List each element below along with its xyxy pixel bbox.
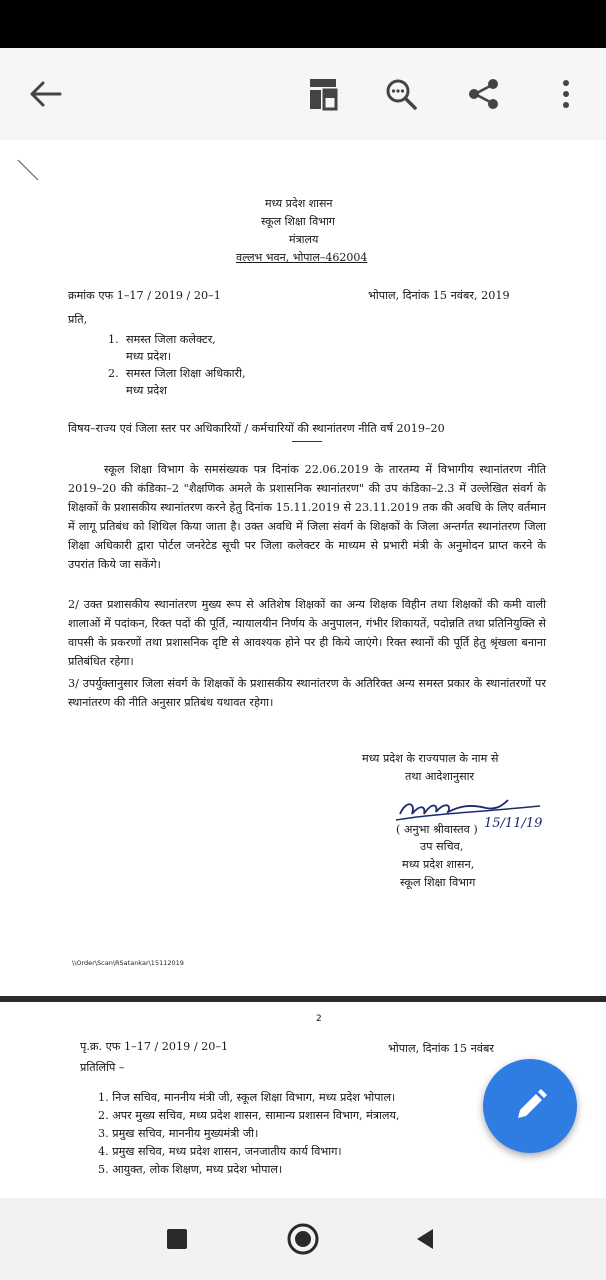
back-nav-button[interactable] — [395, 1198, 455, 1280]
app-bar — [0, 48, 606, 140]
edit-fab-button[interactable] — [483, 1059, 577, 1153]
recents-button[interactable] — [147, 1198, 207, 1280]
signatory-designation-3: स्कूल शिक्षा विभाग — [400, 876, 476, 889]
zoom-search-button[interactable] — [373, 48, 429, 140]
paragraph-3: 3/ उपर्युक्तानुसार जिला संवर्ग के शिक्षकों के प्रशासकीय स्थानांतरण के अतिरिक्त अन्य समस्त प्रकार के स्थानांतरणों पर स्थानांतरण की नीति अनुसार प्रतिबंध यथावत रहेगा। — [68, 677, 546, 709]
subject-line: विषय–राज्य एवं जिला स्तर पर अधिकारियों / कर्मचारियों की स्थानांतरण नीति वर्ष 2019–20 — [68, 422, 445, 435]
copy-date: भोपाल, दिनांक 15 नवंबर — [388, 1042, 494, 1055]
paragraph-2: 2/ उक्त प्रशासकीय स्थानांतरण मुख्य रूप से अतिशेष शिक्षकों का अन्य शिक्षक विहीन तथा शिक्षकों की कमी वाली शालाओं में पदांकन, रिक्त पदों की पूर्ति, न्यायालयीन निर्णय के अनुपालन, गंभीर शिकायतें, पदोन्नति तथा प्रतिनियुक्ति से वापसी के प्रकरणों तथा प्रशासनिक दृष्टि से आवश्यक होने पर ही किये जाएंगे। रिक्त स्थानों की पूर्ति हेतु श्रृंखला बनाना प्रतिबंधित रहेगा। — [68, 598, 546, 668]
home-button[interactable] — [273, 1198, 333, 1280]
more-vertical-icon — [561, 79, 571, 109]
copy-reference-number: पृ.क्र. एफ 1–17 / 2019 / 20–1 — [80, 1040, 229, 1053]
governor-line-1: मध्य प्रदेश के राज्यपाल के नाम से — [362, 752, 499, 765]
copy-item-4: 4. प्रमुख सचिव, मध्य प्रदेश शासन, जनजातीय कार्य विभाग। — [98, 1145, 342, 1158]
pencil-edit-icon — [510, 1086, 550, 1126]
subject-underline — [292, 441, 322, 442]
zoom-search-icon — [384, 77, 418, 111]
handwritten-date: 15/11/19 — [484, 816, 543, 831]
page-layout-icon — [308, 77, 338, 111]
more-options-button[interactable] — [538, 48, 594, 140]
signatory-name: ( अनुभा श्रीवास्तव ) — [396, 823, 478, 836]
letter-date: भोपाल, दिनांक 15 नवंबर, 2019 — [368, 289, 510, 302]
copy-label: प्रतिलिपि – — [80, 1061, 125, 1074]
recipient-2-line-2: मध्य प्रदेश — [126, 384, 167, 397]
signatory-designation-1: उप सचिव, — [420, 840, 464, 853]
document-page-1 — [0, 140, 606, 1000]
header-line-1: मध्य प्रदेश शासन — [265, 197, 333, 210]
back-button[interactable] — [18, 48, 74, 140]
copy-item-3: 3. प्रमुख सचिव, माननीय मुख्यमंत्री जी। — [98, 1127, 259, 1140]
copy-item-5: 5. आयुक्त, लोक शिक्षण, मध्य प्रदेश भोपाल। — [98, 1163, 283, 1176]
reference-number: क्रमांक एफ 1–17 / 2019 / 20–1 — [68, 289, 221, 302]
signatory-designation-2: मध्य प्रदेश शासन, — [402, 858, 475, 871]
share-button[interactable] — [456, 48, 512, 140]
page-layout-button[interactable] — [295, 48, 351, 140]
document-viewer[interactable] — [0, 140, 606, 1198]
scan-mark — [16, 158, 40, 182]
page-number: 2 — [316, 1014, 322, 1024]
home-circle-icon — [286, 1222, 320, 1256]
back-triangle-icon — [413, 1227, 437, 1251]
system-navigation-bar — [0, 1198, 606, 1280]
paragraph-1: स्कूल शिक्षा विभाग के समसंख्यक पत्र दिनांक 22.06.2019 के तारतम्य में विभागीय स्थानांतरण नीति 2019–20 की कंडिका–2 "शैक्षणिक अमले के प्रशासनिक स्थानांतरण" की उप कंडिका–2.3 में उल्लेखित संवर्ग के शिक्षकों के प्रशासकीय स्थानांतरण करने हेतु दिनांक 15.11.2019 से 23.11.2019 तक की अवधि के लिए वर्तमान में लागू प्रतिबंध को शिथिल किया जाता है। उक्त अवधि में जिला संवर्ग के शिक्षकों के जिला अन्तर्गत स्थानांतरण जिला शिक्षा अधिकारी द्वारा पोर्टल जनरेटेड सूची पर जिला कलेक्टर के माध्यम से प्रभारी मंत्री के अनुमोदन प्राप्त करने के उपरांत किये जा सकेंगे। — [68, 463, 546, 571]
recipient-1-line-2: मध्य प्रदेश। — [126, 350, 172, 363]
file-path: \\Order\Scan\RSatankar\15112019 — [72, 959, 184, 967]
copy-item-2: 2. अपर मुख्य सचिव, मध्य प्रदेश शासन, सामान्य प्रशासन विभाग, मंत्रालय, — [98, 1109, 400, 1122]
header-line-2: स्कूल शिक्षा विभाग — [261, 215, 335, 228]
recipient-2-line-1: समस्त जिला शिक्षा अधिकारी, — [126, 367, 246, 380]
arrow-left-icon — [29, 80, 63, 108]
to-label: प्रति, — [68, 313, 88, 326]
share-icon — [467, 77, 501, 111]
header-line-3: मंत्रालय — [289, 233, 319, 246]
governor-line-2: तथा आदेशानुसार — [405, 770, 475, 783]
recents-square-icon — [166, 1228, 188, 1250]
status-bar — [0, 0, 606, 48]
recipient-2-number: 2. — [108, 367, 119, 380]
header-line-4: वल्लभ भवन, भोपाल–462004 — [236, 251, 368, 264]
recipient-1-number: 1. — [108, 333, 119, 346]
recipient-1-line-1: समस्त जिला कलेक्टर, — [126, 333, 216, 346]
copy-item-1: 1. निज सचिव, माननीय मंत्री जी, स्कूल शिक्षा विभाग, मध्य प्रदेश भोपाल। — [98, 1091, 396, 1104]
